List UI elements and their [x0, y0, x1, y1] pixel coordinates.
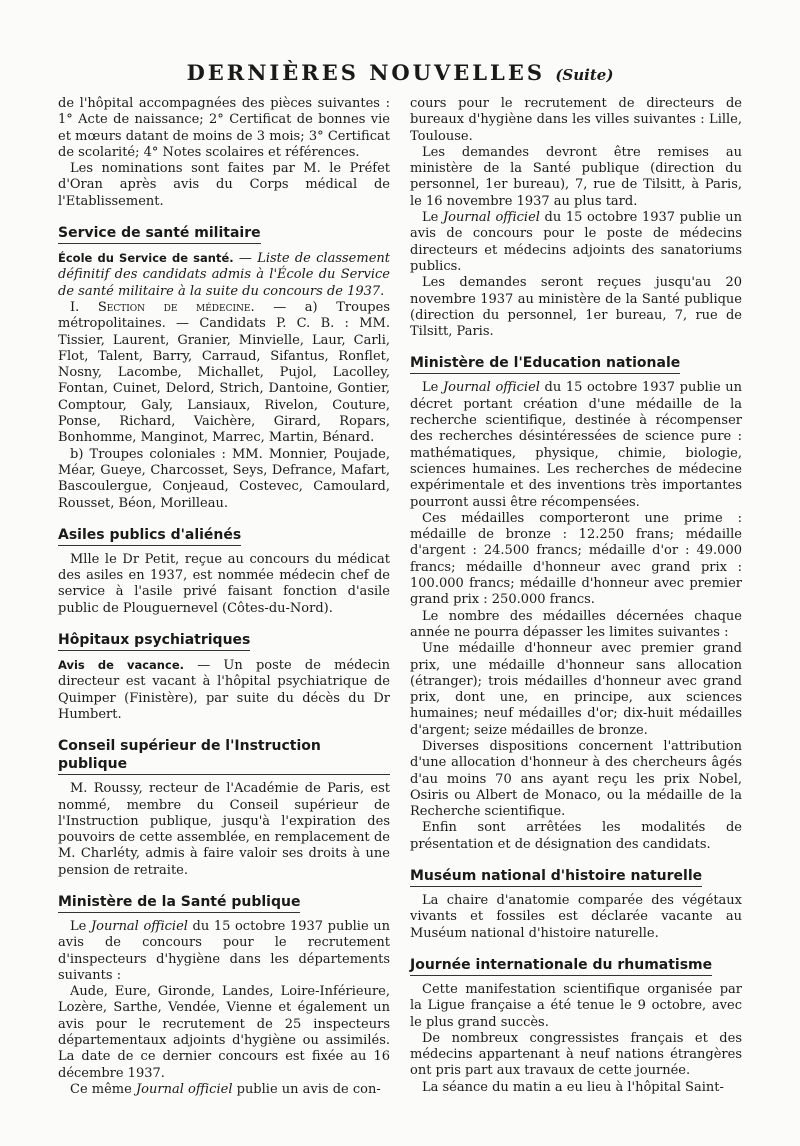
paragraph: Les nominations sont faites par M. le Préfet d'Oran après avis du Corps médical de l'Etablissement. [58, 161, 390, 209]
paragraph: Une médaille d'honneur avec premier grand prix, une médaille d'honneur sans allocation (étranger); trois médailles d'honneur avec grand prix, dont une, en principe, aux sciences humaines; neuf médailles d'or; dix-huit médailles d'argent; seize médailles de bronze. [410, 641, 742, 738]
paragraph: Les demandes devront être remises au ministère de la Santé publique (direction du personnel, 1er bureau), 7, rue de Tilsitt, à Paris, le 16 novembre 1937 au plus tard. [410, 144, 742, 209]
right-column [410, 96, 742, 1096]
masthead [0, 60, 800, 85]
text-span: Le [70, 918, 91, 934]
section-heading: Asiles publics d'aliénés [58, 526, 241, 546]
paragraph: Enfin sont arrêtées les modalités de présentation et de désignation des candidats. [410, 820, 742, 852]
paragraph: Le nombre des médailles décernées chaque année ne pourra dépasser les limites suivantes : [410, 608, 742, 640]
paragraph [58, 300, 390, 447]
paragraph: Mlle le Dr Petit, reçue au concours du médicat des asiles en 1937, est nommée médecin chef de service à l'asile privé faisant fonction d'asile public de Plouguernevel (Côtes-du-Nord). [58, 551, 390, 616]
section-heading: Muséum national d'histoire naturelle [410, 867, 702, 887]
lead-text: Avis de vacance. [58, 658, 184, 673]
text-span: — a) Troupes métropolitaines. — Candidats P. C. B. : MM. Tissier, Laurent, Granier, Minvielle, Laur, Carli, Flot, Talent, Barry, Carraud, Sifantus, Ronflet, Nosny, Lacombe, Michallet, Pujol, Lacolley, Fontan, Cuinet, Delord, Strich, Dantoine, Gontier, Comptour, Galy, Lansiaux, Rivelon, Couture, Ponse, Richard, Vaichère, Girard, Ropars, Bonhomme, Manginot, Marrec, Martin, Bénard. [58, 299, 390, 446]
left-column [58, 96, 390, 1098]
italic-text: Liste de classement définitif des candidats admis à l'École du Service de santé militaire à la suite du concours de 1937. [58, 251, 390, 299]
section-heading: Conseil supérieur de l'Instruction publique [58, 737, 390, 775]
paragraph [58, 250, 390, 300]
paragraph: b) Troupes coloniales : MM. Monnier, Poujade, Méar, Gueye, Charcosset, Seys, Defrance, Mafart, Bascoulergue, Conjeaud, Costevec, Camoulard, Rousset, Béon, Morilleau. [58, 446, 390, 511]
paragraph: Diverses dispositions concernent l'attribution d'une allocation d'honneur à des chercheurs âgés d'au moins 70 ans ayant reçu les prix Nobel, Osiris ou Albert de Monaco, ou la médaille de la Recherche scientifique. [410, 738, 742, 820]
paragraph [58, 1082, 390, 1098]
paragraph: Aude, Eure, Gironde, Landes, Loire-Inférieure, Lozère, Sarthe, Vendée, Vienne et également un avis pour le recrutement de 25 inspecteurs départementaux adjoints d'hygiène ou assimilés. La date de ce dernier concours est fixée au 16 décembre 1937. [58, 984, 390, 1081]
paragraph: Cette manifestation scientifique organisée par la Ligue française a été tenue le 9 octobre, avec le plus grand succès. [410, 981, 742, 1030]
text-span: Le [422, 210, 443, 226]
text-span: du 15 octobre 1937 publie un avis de concours pour le poste de médecins directeurs et médecins adjoints des sanatoriums publics. [410, 210, 742, 274]
text-span: du 15 octobre 1937 publie un décret portant création d'une médaille de la recherche scientifique, destinée à récompenser des recherches désintéressées de science pure : mathématiques, physique, chimie, biologie, sciences humaines. Les recherches de médecine expérimentale et des inventions très importantes pourront aussi être récompensées. [410, 380, 742, 510]
journal-title: Journal officiel [442, 380, 540, 396]
lead-text: École du Service de santé. [58, 251, 234, 266]
section-heading: Service de santé militaire [58, 224, 261, 244]
section-heading: Hôpitaux psychiatriques [58, 631, 250, 651]
paragraph: Les demandes seront reçues jusqu'au 20 novembre 1937 au ministère de la Santé publique (direction du personnel, 1er bureau, 7, rue de Tilsitt, Paris. [410, 275, 742, 340]
text-span: du 15 octobre 1937 publie un avis de concours pour le recrutement d'inspecteurs d'hygiène dans les départements suivants : [58, 918, 390, 983]
section-heading: Ministère de l'Education nationale [410, 354, 680, 374]
text-span: — Un poste de médecin directeur est vacant à l'hôpital psychiatrique de Quimper (Finistère), par suite du décès du Dr Humbert. [58, 658, 390, 722]
paragraph: Ces médailles comporteront une prime : médaille de bronze : 12.250 frans; médaille d'argent : 24.500 francs; médaille d'or : 49.000 francs; médaille d'honneur avec grand prix : 100.000 francs; médaille d'honneur avec premier grand prix : 250.000 francs. [410, 510, 742, 608]
text-span: publie un avis de con- [232, 1081, 381, 1097]
text-span: I. [70, 299, 98, 315]
paragraph: De nombreux congressistes français et des médecins appartenant à neuf nations étrangères ont pris part aux travaux de cette journée. [410, 1030, 742, 1079]
dash: — [233, 251, 258, 267]
journal-title: Journal officiel [135, 1081, 233, 1097]
paragraph [410, 380, 742, 510]
text-span: Le [422, 380, 443, 396]
paragraph [410, 210, 742, 275]
paragraph: de l'hôpital accompagnées des pièces suivantes : 1° Acte de naissance; 2° Certificat de bonnes vie et mœurs datant de moins de 3 mois; 3° Certificat de scolarité; 4° Notes scolaires et références. [58, 96, 390, 160]
paragraph: La chaire d'anatomie comparée des végétaux vivants et fossiles est déclarée vacante au Muséum national d'histoire naturelle. [410, 893, 742, 941]
paragraph: cours pour le recrutement de directeurs de bureaux d'hygiène dans les villes suivantes : Lille, Toulouse. [410, 96, 742, 144]
section-heading: Ministère de la Santé publique [58, 893, 300, 913]
journal-title: Journal officiel [90, 918, 188, 934]
paragraph [58, 657, 390, 723]
journal-title: Journal officiel [442, 210, 540, 226]
masthead-suite: (Suite) [555, 66, 614, 84]
text-span: Ce même [70, 1081, 136, 1097]
masthead-title: DERNIÈRES NOUVELLES [186, 60, 545, 85]
paragraph: La séance du matin a eu lieu à l'hôpital Saint- [422, 1079, 724, 1095]
paragraph [58, 919, 390, 984]
paragraph: M. Roussy, recteur de l'Académie de Paris, est nommé, membre du Conseil supérieur de l'Instruction publique, jusqu'à l'expiration des pouvoirs de cette assemblée, en remplacement de M. Charléty, admis à faire valoir ses droits à une pension de retraite. [58, 781, 390, 878]
section-heading: Journée internationale du rhumatisme [410, 956, 712, 976]
section-label: Section de médecine. [97, 299, 255, 315]
